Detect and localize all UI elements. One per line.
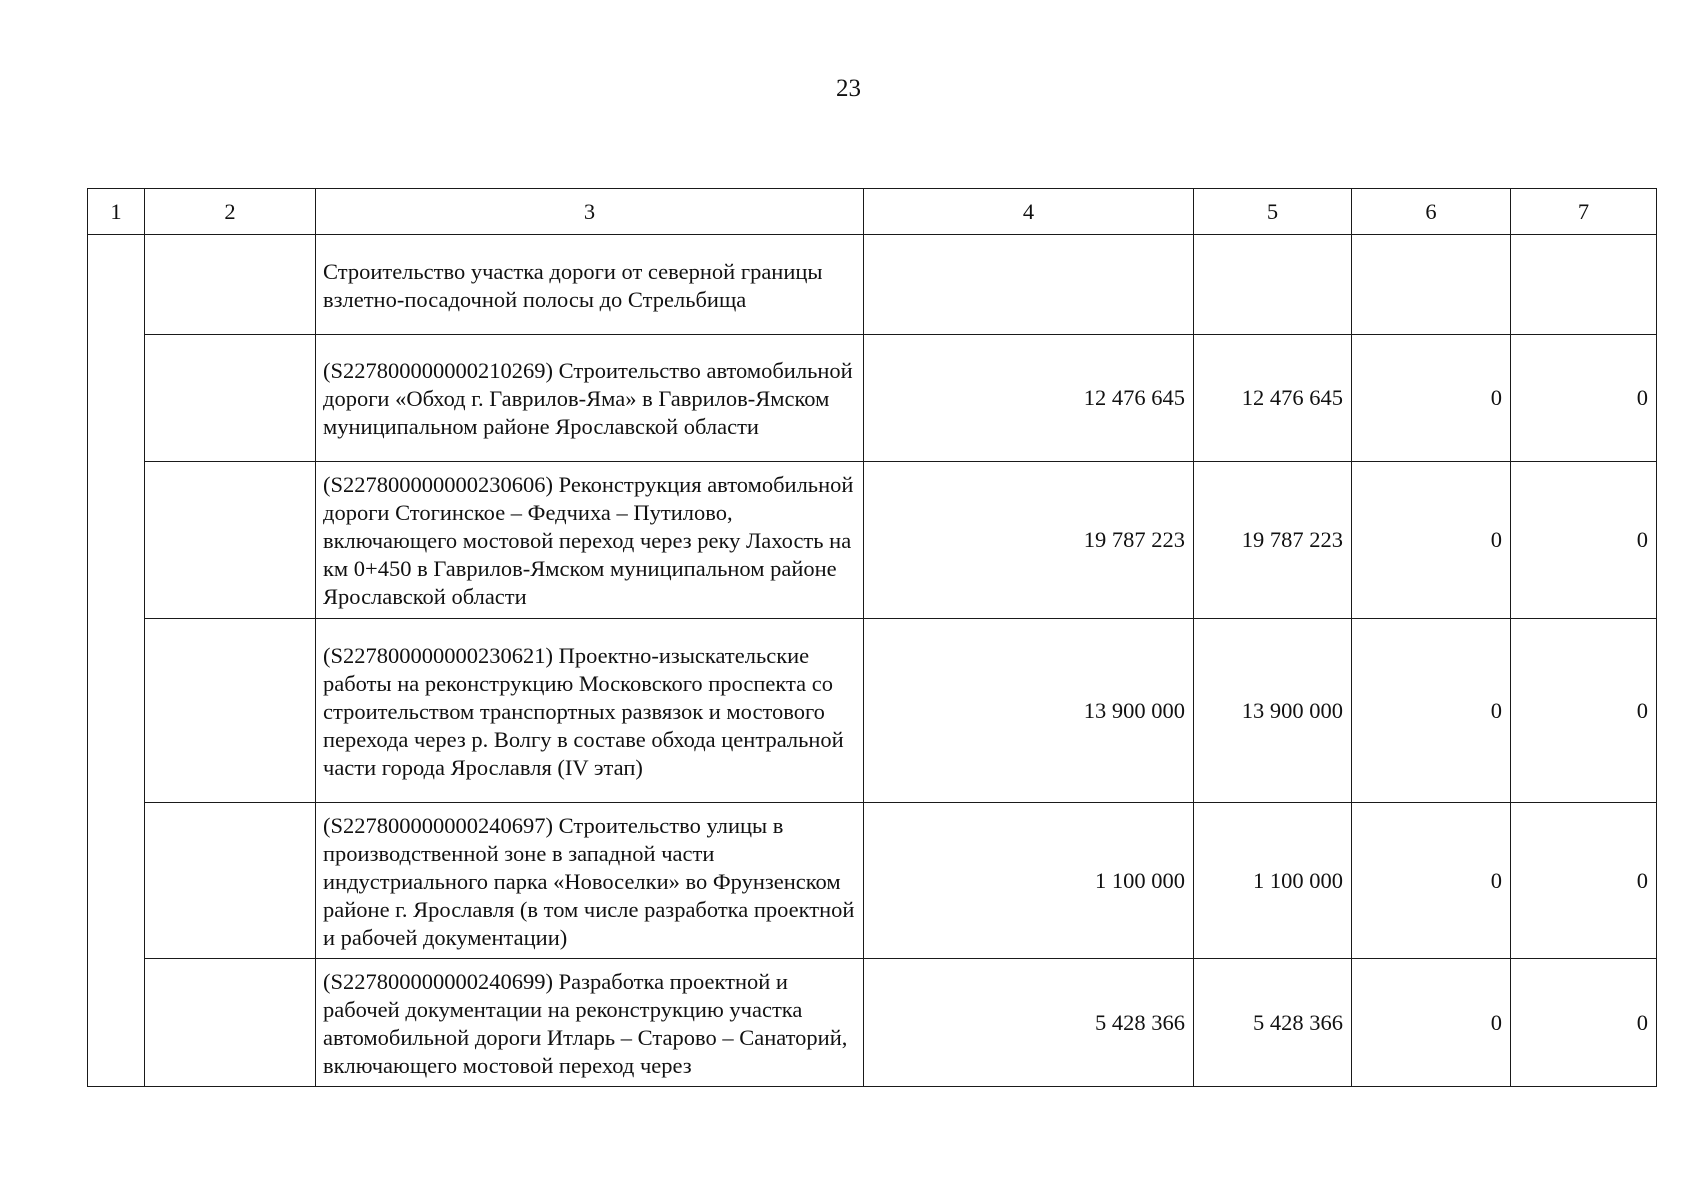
table-row [88, 959, 1657, 1087]
table-cell-col7 [1511, 235, 1657, 335]
table-row [88, 619, 1657, 803]
column-header-6: 6 [1352, 189, 1511, 235]
table-cell-name: (S227800000000230621) Проектно-изыскательские работы на реконструкцию Московского проспекта со строительством транспортных развязок и мостового перехода через р. Волгу в составе обхода центральной части города Ярославля (IV этап) [316, 619, 864, 803]
table-cell-col4: 1 100 000 [864, 803, 1194, 959]
table-cell-col6: 0 [1352, 959, 1511, 1087]
table-cell-name: (S227800000000210269) Строительство автомобильной дороги «Обход г. Гаврилов-Яма» в Гаврилов-Ямском муниципальном районе Ярославской области [316, 335, 864, 462]
table-cell-col1 [88, 619, 145, 803]
table-row [88, 462, 1657, 619]
budget-table [87, 188, 1657, 1087]
column-header-7: 7 [1511, 189, 1657, 235]
table-cell-name: (S227800000000240697) Строительство улицы в производственной зоне в западной части индустриального парка «Новоселки» во Фрунзенском районе г. Ярославля (в том числе разработка проектной и рабочей документации) [316, 803, 864, 959]
table-cell-col6: 0 [1352, 803, 1511, 959]
column-header-3: 3 [316, 189, 864, 235]
column-header-1: 1 [88, 189, 145, 235]
table-cell-col2 [145, 235, 316, 335]
table-cell-col2 [145, 619, 316, 803]
table-cell-col2 [145, 959, 316, 1087]
table-cell-col6: 0 [1352, 335, 1511, 462]
table-cell-col4: 5 428 366 [864, 959, 1194, 1087]
column-header-2: 2 [145, 189, 316, 235]
table-cell-col7: 0 [1511, 959, 1657, 1087]
table-cell-col5 [1194, 235, 1352, 335]
table-cell-name: (S227800000000230606) Реконструкция автомобильной дороги Стогинское – Федчиха – Путилово, включающего мостовой переход через реку Лахость на км 0+450 в Гаврилов-Ямском муниципальном районе Ярославской области [316, 462, 864, 619]
table-cell-col4: 13 900 000 [864, 619, 1194, 803]
table-cell-name: Строительство участка дороги от северной границы взлетно-посадочной полосы до Стрельбища [316, 235, 864, 335]
table-cell-col4 [864, 235, 1194, 335]
table-cell-col1 [88, 335, 145, 462]
table-cell-col2 [145, 335, 316, 462]
table-row [88, 803, 1657, 959]
table-cell-col4: 19 787 223 [864, 462, 1194, 619]
table-cell-col5: 12 476 645 [1194, 335, 1352, 462]
table-cell-col7: 0 [1511, 619, 1657, 803]
header-row [88, 189, 1657, 235]
table-cell-col5: 5 428 366 [1194, 959, 1352, 1087]
table-cell-col5: 19 787 223 [1194, 462, 1352, 619]
table-cell-col1 [88, 462, 145, 619]
table-cell-col1 [88, 959, 145, 1087]
table-cell-col5: 13 900 000 [1194, 619, 1352, 803]
table-cell-col7: 0 [1511, 335, 1657, 462]
table-cell-col2 [145, 462, 316, 619]
column-header-5: 5 [1194, 189, 1352, 235]
column-header-4: 4 [864, 189, 1194, 235]
table-row [88, 235, 1657, 335]
page-number: 23 [836, 75, 861, 102]
table-cell-col7: 0 [1511, 803, 1657, 959]
table-cell-col1 [88, 803, 145, 959]
table-cell-col1 [88, 235, 145, 335]
table-cell-col5: 1 100 000 [1194, 803, 1352, 959]
table-cell-col4: 12 476 645 [864, 335, 1194, 462]
table-cell-col6: 0 [1352, 619, 1511, 803]
table-cell-name: (S227800000000240699) Разработка проектной и рабочей документации на реконструкцию участка автомобильной дороги Итларь – Старово – Санаторий, включающего мостовой переход через [316, 959, 864, 1087]
table-cell-col7: 0 [1511, 462, 1657, 619]
table-row [88, 335, 1657, 462]
table-cell-col2 [145, 803, 316, 959]
table-cell-col6 [1352, 235, 1511, 335]
table-cell-col6: 0 [1352, 462, 1511, 619]
